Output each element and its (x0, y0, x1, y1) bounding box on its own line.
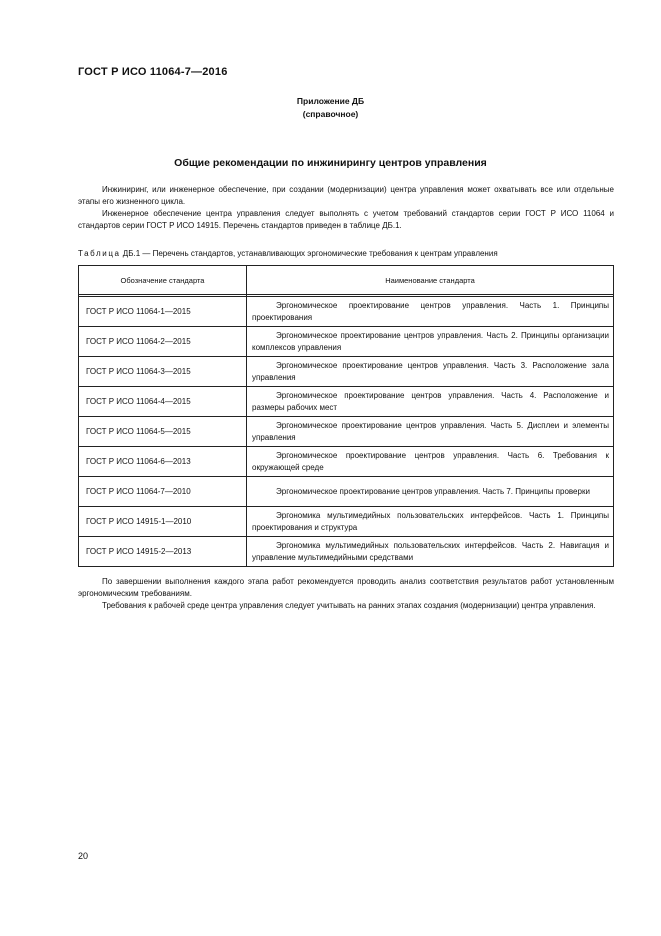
standard-code: ГОСТ Р ИСО 11064-6—2013 (79, 447, 247, 477)
table-row (79, 387, 614, 417)
standard-name: Эргономическое проектирование центров управления. Часть 1. Принципы проектирования (247, 297, 614, 327)
standard-code: ГОСТ Р ИСО 14915-2—2013 (79, 537, 247, 567)
table-row (79, 477, 614, 507)
standard-code: ГОСТ Р ИСО 11064-3—2015 (79, 357, 247, 387)
table-row (79, 507, 614, 537)
standards-table (78, 265, 614, 567)
table-row (79, 297, 614, 327)
standard-code: ГОСТ Р ИСО 11064-1—2015 (79, 297, 247, 327)
standard-code: ГОСТ Р ИСО 11064-7—2010 (79, 477, 247, 507)
document-code: ГОСТ Р ИСО 11064-7—2016 (78, 66, 228, 78)
page-number: 20 (78, 851, 89, 861)
table-row (79, 327, 614, 357)
standard-name: Эргономическое проектирование центров управления. Часть 7. Принципы проверки (247, 477, 614, 507)
table-row (79, 357, 614, 387)
table-row (79, 537, 614, 567)
header-code: Обозначение стандарта (79, 266, 247, 295)
standard-code: ГОСТ Р ИСО 11064-2—2015 (79, 327, 247, 357)
table-caption-text: ДБ.1 — Перечень стандартов, устанавливающих эргономические требования к центрам управления (120, 249, 498, 258)
intro-paragraph: Инженерное обеспечение центра управления следует выполнять с учетом требований стандартов серии ГОСТ Р ИСО 11064 и стандартов серии ГОСТ Р ИСО 14915. Перечень стандартов приведен в таблице ДБ.1. (78, 209, 614, 230)
annex-subtitle: (справочное) (302, 109, 359, 119)
annex-heading (0, 95, 661, 121)
standard-name: Эргономика мультимедийных пользовательских интерфейсов. Часть 2. Навигация и управление мультимедийными средствами (247, 537, 614, 567)
header-name: Наименование стандарта (247, 266, 614, 295)
closing-paragraph: Требования к рабочей среде центра управления следует учитывать на ранних этапах создания (модернизации) центра управления. (102, 601, 596, 610)
standard-name: Эргономическое проектирование центров управления. Часть 3. Расположение зала управления (247, 357, 614, 387)
section-title: Общие рекомендации по инжинирингу центров управления (174, 157, 487, 169)
standard-name: Эргономическое проектирование центров управления. Часть 2. Принципы организации комплексов управления (247, 327, 614, 357)
table-caption-prefix: Таблица (78, 249, 121, 258)
closing-paragraph: По завершении выполнения каждого этапа работ рекомендуется проводить анализ соответствия результатов работ установленным эргономическим требованиям. (78, 577, 614, 598)
intro-paragraph: Инжиниринг, или инженерное обеспечение, при создании (модернизации) центра управления может охватывать все или отдельные этапы его жизненного цикла. (78, 185, 614, 206)
table-header-row (79, 266, 614, 295)
annex-title: Приложение ДБ (296, 96, 365, 106)
table-caption (78, 249, 618, 258)
closing-text (78, 576, 614, 612)
standard-code: ГОСТ Р ИСО 11064-4—2015 (79, 387, 247, 417)
standard-name: Эргономическое проектирование центров управления. Часть 6. Требования к окружающей среде (247, 447, 614, 477)
standard-name: Эргономическое проектирование центров управления. Часть 5. Дисплеи и элементы управления (247, 417, 614, 447)
standard-name: Эргономика мультимедийных пользовательских интерфейсов. Часть 1. Принципы проектирования и структура (247, 507, 614, 537)
intro-text (78, 184, 614, 232)
standard-code: ГОСТ Р ИСО 11064-5—2015 (79, 417, 247, 447)
table-row (79, 417, 614, 447)
standard-code: ГОСТ Р ИСО 14915-1—2010 (79, 507, 247, 537)
standard-name: Эргономическое проектирование центров управления. Часть 4. Расположение и размеры рабочих мест (247, 387, 614, 417)
table-row (79, 447, 614, 477)
